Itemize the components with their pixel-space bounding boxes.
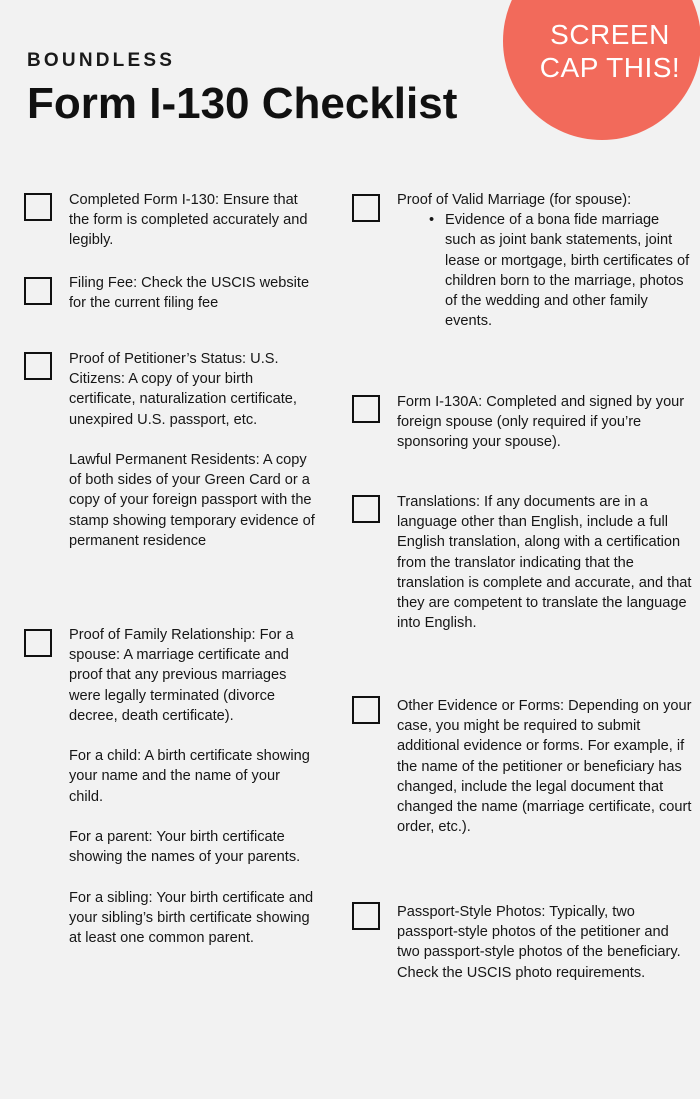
paragraph: Translations: If any documents are in a language other than English, include a full English translation, along with a certification from the translator indicating that the translation is complete and accurate, and that they are competent to translate the language into English. [397, 494, 692, 632]
checklist-item-text [397, 902, 693, 983]
checkbox[interactable] [24, 629, 52, 657]
page-title: Form I-130 Checklist [27, 79, 458, 128]
checkbox[interactable] [352, 395, 380, 423]
paragraph: Filing Fee: Check the USCIS website for the current filing fee [69, 275, 310, 312]
checkbox[interactable] [352, 696, 380, 724]
paragraph: Proof of Valid Marriage (for spouse): [397, 192, 632, 208]
paragraph: Proof of Petitioner’s Status: U.S. Citizens: A copy of your birth certificate, naturalization certificate, unexpired U.S. passport, etc. [69, 351, 297, 428]
checklist-item-text [397, 190, 693, 331]
checkbox[interactable] [24, 352, 52, 380]
bullet-item: • Evidence of a bona fide marriage such as joint bank statements, joint lease or mortgage, birth certificates of children born to the marriage, photos of the wedding and other family events. [397, 210, 693, 331]
checkbox[interactable] [24, 193, 52, 221]
badge-line-2: CAP THIS! [539, 52, 681, 83]
paragraph: For a parent: Your birth certificate showing the names of your parents. [69, 829, 301, 866]
paragraph: Form I-130A: Completed and signed by your foreign spouse (only required if you’re sponsoring your spouse). [397, 394, 685, 451]
paragraph: For a sibling: Your birth certificate and your sibling’s birth certificate showing at least one common parent. [69, 889, 314, 946]
checklist-item-text [397, 492, 693, 633]
paragraph: Other Evidence or Forms: Depending on your case, you might be required to submit additional evidence or forms. For example, if the name of the petitioner or beneficiary has changed, include the legal document that changed the name (marriage certificate, court order, etc.). [397, 698, 692, 836]
checkbox[interactable] [24, 277, 52, 305]
checkbox[interactable] [352, 495, 380, 523]
checklist-item-text [69, 273, 317, 313]
checklist-item-text [69, 190, 317, 251]
paragraph: Completed Form I-130: Ensure that the form is completed accurately and legibly. [69, 192, 308, 249]
checkbox[interactable] [352, 902, 380, 930]
checklist-item-text [69, 625, 317, 948]
brand-logo-text: BOUNDLESS [27, 50, 176, 71]
paragraph: Proof of Family Relationship: For a spouse: A marriage certificate and proof that any previous marriages were legally terminated (divorce decree, death certificate). [69, 627, 294, 724]
checklist-item-text [397, 696, 693, 837]
paragraph: Passport-Style Photos: Typically, two passport-style photos of the petitioner and two passport-style photos of the beneficiary. Check the USCIS photo requirements. [397, 904, 681, 981]
checklist-item-text [397, 392, 693, 453]
paragraph: For a child: A birth certificate showing your name and the name of your child. [69, 748, 310, 805]
badge-text [520, 18, 700, 84]
badge-line-1: SCREEN [550, 19, 670, 50]
paragraph: Lawful Permanent Residents: A copy of both sides of your Green Card or a copy of your foreign passport with the stamp showing temporary evidence of permanent residence [69, 452, 315, 549]
checklist-item-text [69, 349, 317, 551]
checkbox[interactable] [352, 194, 380, 222]
